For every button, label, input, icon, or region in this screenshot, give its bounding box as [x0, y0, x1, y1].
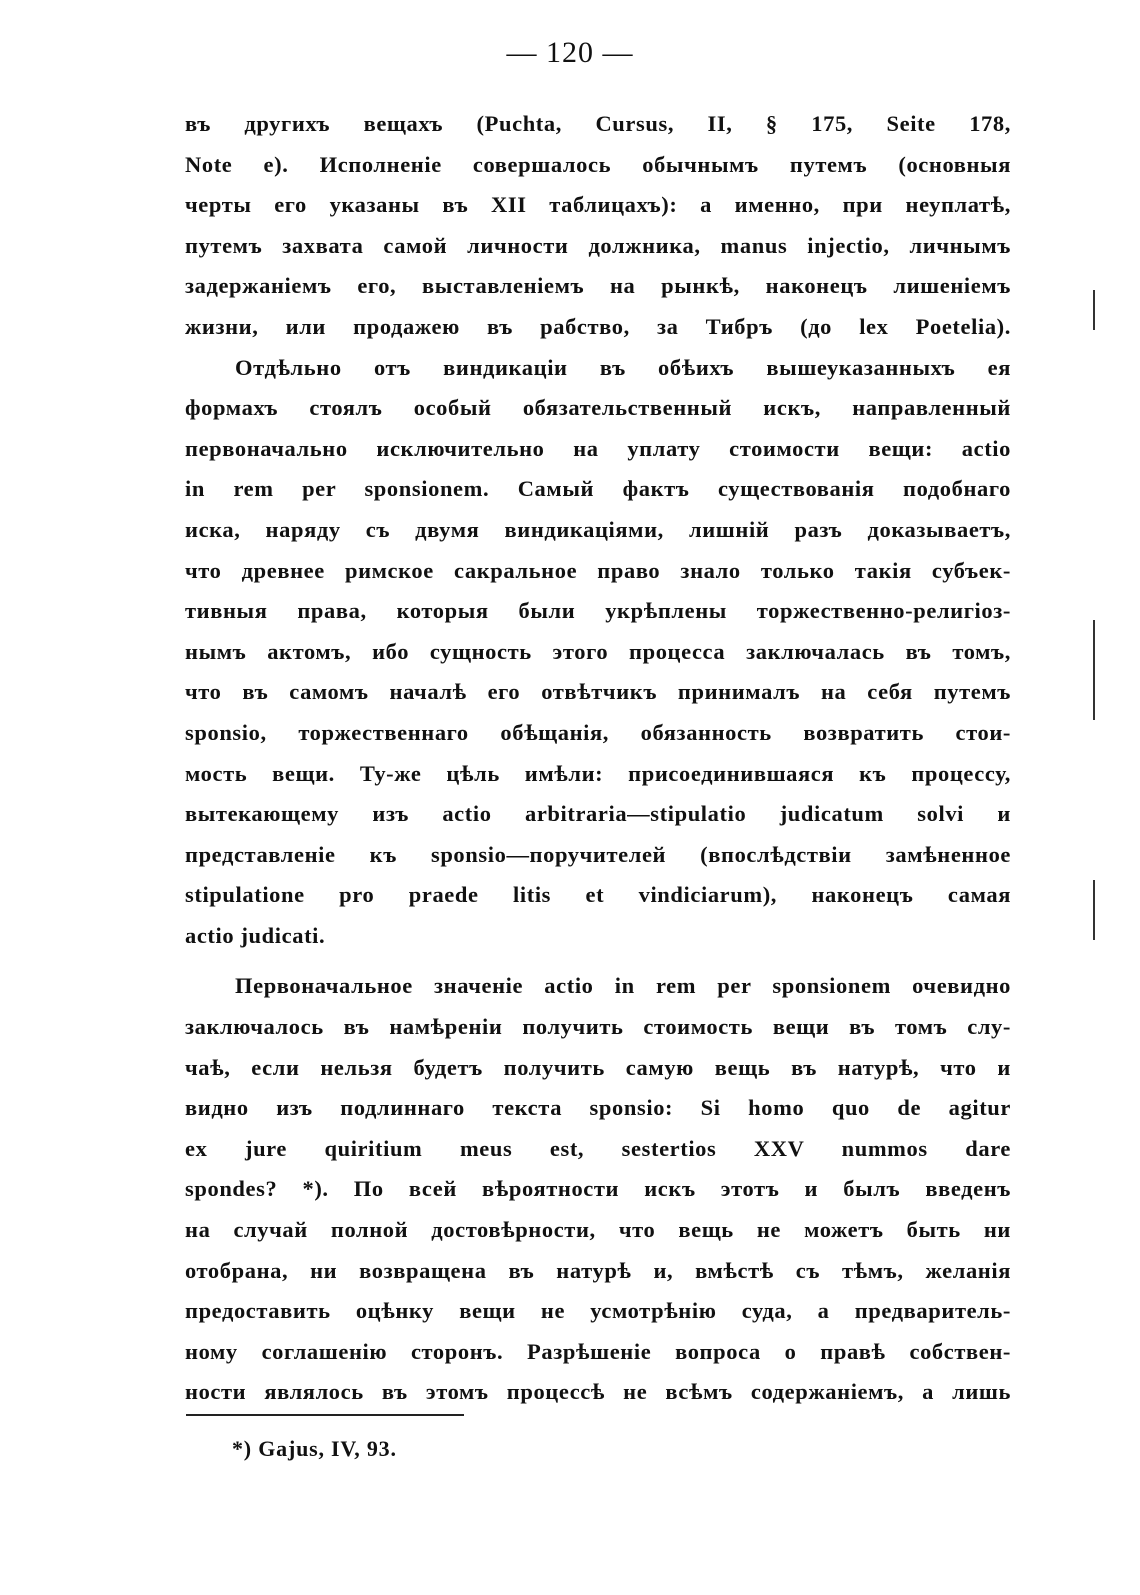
text-line: предоставить оцѣнку вещи не усмотрѣнію суда, а предваритель- [185, 1298, 1011, 1324]
text-line: иска, наряду съ двумя виндикаціями, лишній разъ доказываетъ, [185, 516, 1011, 542]
footnote-divider [186, 1414, 464, 1416]
margin-mark [1093, 620, 1095, 720]
text-line: формахъ стоялъ особый обязательственный искъ, направленный [185, 395, 1011, 421]
text-line: ному соглашенію сторонъ. Разрѣшеніе вопроса о правѣ собствен- [185, 1338, 1011, 1364]
text-line: жизни, или продажею въ рабство, за Тибръ (до lex Poetelia). [185, 313, 1011, 339]
text-line: Первоначальное значеніе actio in rem per sponsionem очевидно [235, 973, 1011, 999]
text-line: на случай полной достовѣрности, что вещь не можетъ быть ни [185, 1217, 1011, 1243]
text-line: въ другихъ вещахъ (Puchta, Cursus, II, § 175, Seite 178, [185, 111, 1011, 136]
text-line: путемъ захвата самой личности должника, manus injectio, личнымъ [185, 232, 1011, 258]
text-line: вытекающему изъ actio arbitraria—stipulatio judicatum solvi и [185, 801, 1011, 827]
footnote: *) Gajus, IV, 93. [232, 1436, 397, 1461]
text-line: что древнее римское сакральное право знало только такія субъек- [185, 557, 1011, 583]
text-line: ex jure quiritium meus est, sestertios XXV nummos dare [185, 1135, 1011, 1161]
text-line: представленіе къ sponsio—поручителей (впослѣдствіи замѣненное [185, 841, 1011, 867]
text-line: тивныя права, которыя были укрѣплены торжественно-религіоз- [185, 598, 1011, 624]
text-line: actio judicati. [185, 922, 326, 948]
text-line: ности являлось въ этомъ процессѣ не всѣмъ содержаніемъ, а лишь [185, 1379, 1011, 1405]
text-line: заключалось въ намѣреніи получить стоимость вещи въ томъ слу- [185, 1014, 1011, 1040]
text-line: spondes? *). По всей вѣроятности искъ этотъ и былъ введенъ [185, 1176, 1011, 1202]
text-line: sponsio, торжественнаго обѣщанія, обязанность возвратить стои- [185, 719, 1011, 745]
paragraph-3 [185, 966, 1011, 1413]
text-line: черты его указаны въ XII таблицахъ): а именно, при неуплатѣ, [185, 192, 1011, 218]
margin-mark [1093, 290, 1095, 330]
text-line: мость вещи. Ту-же цѣль имѣли: присоединившаяся къ процессу, [185, 760, 1011, 786]
text-line: чаѣ, если нельзя будетъ получить самую вещь въ натурѣ, что и [185, 1054, 1011, 1080]
text-line: Note e). Исполненіе совершалось обычнымъ путемъ (основныя [185, 151, 1011, 177]
text-line: stipulatione pro praede litis et vindiciarum), наконецъ самая [185, 882, 1011, 908]
text-line: отобрана, ни возвращена въ натурѣ и, вмѣстѣ съ тѣмъ, желанія [185, 1257, 1011, 1283]
body-text [185, 104, 1011, 1413]
page-number: — 120 — [506, 36, 634, 69]
paragraph-1 [185, 104, 1011, 348]
text-line: задержаніемъ его, выставленіемъ на рынкѣ, наконецъ лишеніемъ [185, 273, 1011, 299]
text-line: что въ самомъ началѣ его отвѣтчикъ принималъ на себя путемъ [185, 679, 1011, 705]
text-line: in rem per sponsionem. Самый фактъ существованія подобнаго [185, 476, 1011, 502]
text-line: нымъ актомъ, ибо сущность этого процесса заключалась въ томъ, [185, 638, 1011, 664]
margin-mark [1093, 880, 1095, 940]
text-line: видно изъ подлиннаго текста sponsio: Si homo quo de agitur [185, 1095, 1011, 1121]
text-line: первоначально исключительно на уплату стоимости вещи: actio [185, 435, 1011, 461]
text-line: Отдѣльно отъ виндикаціи въ обѣихъ вышеуказанныхъ ея [235, 354, 1011, 380]
paragraph-2 [185, 348, 1011, 957]
